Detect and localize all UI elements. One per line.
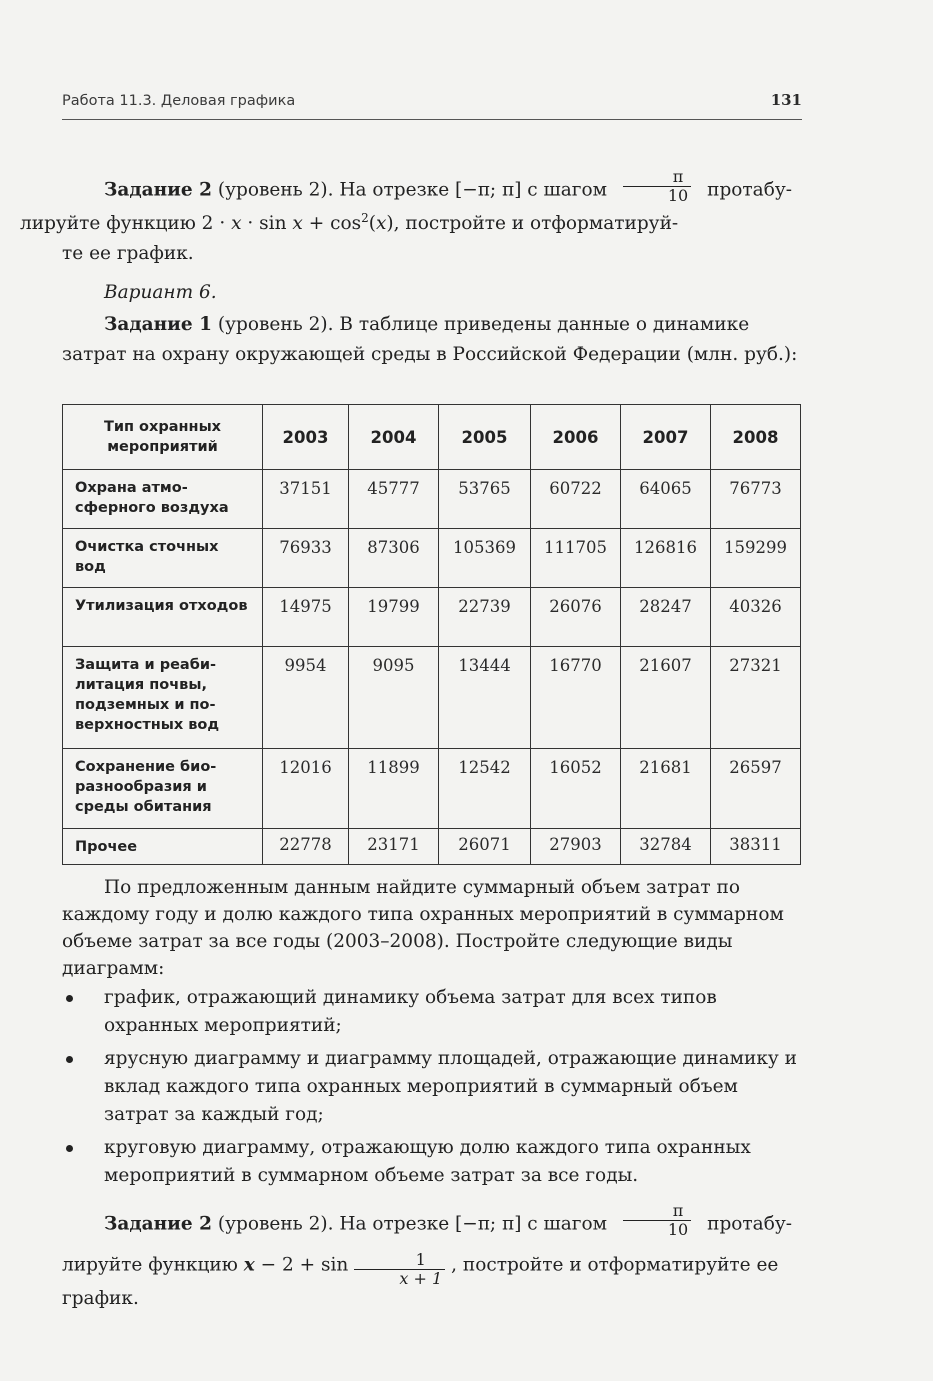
- task2-top-level-text: (уровень 2). На отрезке [−π; π] с шагом: [212, 179, 613, 201]
- value-cell: 53765: [439, 470, 531, 529]
- header-year-cell: 2003: [263, 405, 349, 470]
- table-row: [63, 829, 801, 865]
- value-cell: 13444: [439, 647, 531, 749]
- value-cell: 38311: [711, 829, 801, 865]
- category-cell: Сохранение биоразнообразия и среды обитания: [63, 749, 263, 829]
- superscript: 2: [361, 210, 369, 225]
- math-variable: x: [292, 213, 303, 234]
- value-cell: 45777: [349, 470, 439, 529]
- value-cell: 12016: [263, 749, 349, 829]
- category-cell: Защита и реабилитация почвы, подземных и поверхностных вод: [63, 647, 263, 749]
- math-variable: x: [243, 1254, 255, 1276]
- value-cell: 9095: [349, 647, 439, 749]
- step-fraction: [623, 1202, 691, 1239]
- list-item: [62, 1045, 802, 1129]
- header-year-cell: 2007: [621, 405, 711, 470]
- fraction-numerator: π: [672, 1201, 684, 1220]
- text-run: лируйте функцию 2 ·: [20, 213, 232, 234]
- category-cell: Охрана атмосферного воздуха: [63, 470, 263, 529]
- table-row: [63, 529, 801, 588]
- list-item-text: график, отражающий динамику объема затрат для всех типов охранных мероприятий;: [104, 987, 717, 1036]
- value-cell: 14975: [263, 588, 349, 647]
- value-cell: 12542: [439, 749, 531, 829]
- value-cell: 60722: [531, 470, 621, 529]
- value-cell: 76773: [711, 470, 801, 529]
- header-year-cell: 2006: [531, 405, 621, 470]
- expenses-table: [62, 404, 801, 865]
- value-cell: 21681: [621, 749, 711, 829]
- value-cell: 9954: [263, 647, 349, 749]
- bullet-list: [62, 984, 802, 1195]
- value-cell: 11899: [349, 749, 439, 829]
- category-cell: Утилизация отходов: [63, 588, 263, 647]
- header-year-cell: 2008: [711, 405, 801, 470]
- header-rule: [62, 119, 802, 120]
- task2-top-line2: [20, 209, 678, 239]
- table-row: [63, 470, 801, 529]
- task1-text: (уровень 2). В таблице приведены данные о динамике затрат на охрану окружающей среды в Российской Федерации (млн. руб.):: [62, 314, 798, 365]
- value-cell: 40326: [711, 588, 801, 647]
- bullet-icon: [66, 1056, 73, 1063]
- value-cell: 26076: [531, 588, 621, 647]
- math-variable: x: [231, 213, 242, 234]
- text-run: + cos: [302, 213, 362, 234]
- value-cell: 22739: [439, 588, 531, 647]
- task2-bottom-level-text: (уровень 2). На отрезке [−π; π] с шагом: [212, 1213, 613, 1235]
- text-run: ), постройте и отформатируй-: [386, 213, 679, 234]
- value-cell: 26071: [439, 829, 531, 865]
- value-cell: 23171: [349, 829, 439, 865]
- bullet-icon: [66, 995, 73, 1002]
- fraction-denominator: 10: [623, 186, 691, 205]
- value-cell: 126816: [621, 529, 711, 588]
- list-item-text: круговую диаграмму, отражающую долю каждого типа охранных мероприятий в суммарном объеме затрат за все годы.: [104, 1137, 751, 1186]
- value-cell: 105369: [439, 529, 531, 588]
- math-variable: x: [375, 213, 387, 234]
- variant-heading: Вариант 6.: [104, 282, 217, 303]
- value-cell: 76933: [263, 529, 349, 588]
- task1-label: Задание 1: [104, 314, 212, 335]
- running-title: Работа 11.3. Деловая графика: [62, 93, 296, 109]
- fraction-numerator: 1: [415, 1250, 426, 1269]
- value-cell: 64065: [621, 470, 711, 529]
- task2-bottom-label: Задание 2: [104, 1213, 212, 1235]
- running-header: [62, 93, 802, 115]
- header-type-cell: Тип охранных мероприятий: [63, 405, 263, 470]
- table-row: [63, 749, 801, 829]
- text-run: (: [368, 213, 376, 234]
- table-header-row: [63, 405, 801, 470]
- value-cell: 19799: [349, 588, 439, 647]
- after-table-paragraph: По предложенным данным найдите суммарный объем затрат по каждому году и долю каждого типа охранных мероприятий в суммарном объеме затрат за все годы (2003–2008). Постройте следующие виды диаграмм:: [62, 877, 784, 979]
- text-run: − 2 + sin: [254, 1254, 349, 1276]
- value-cell: 16770: [531, 647, 621, 749]
- fraction-denominator: x + 1: [354, 1269, 445, 1288]
- value-cell: 32784: [621, 829, 711, 865]
- value-cell: 27903: [531, 829, 621, 865]
- page-number: 131: [770, 91, 802, 109]
- value-cell: 37151: [263, 470, 349, 529]
- header-year-cell: 2005: [439, 405, 531, 470]
- task2-top-paragraph: [20, 167, 802, 269]
- step-fraction: [623, 168, 691, 205]
- task2-top-line3: те ее график.: [62, 243, 194, 264]
- header-year-cell: 2004: [349, 405, 439, 470]
- value-cell: 16052: [531, 749, 621, 829]
- function-fraction: [354, 1251, 445, 1288]
- text-run: , постройте и отформатируйте ее: [451, 1254, 779, 1276]
- value-cell: 87306: [349, 529, 439, 588]
- value-cell: 28247: [621, 588, 711, 647]
- fraction-numerator: π: [672, 167, 684, 186]
- category-cell: Очистка сточных вод: [63, 529, 263, 588]
- task1-paragraph: [62, 310, 802, 370]
- value-cell: 26597: [711, 749, 801, 829]
- list-item-text: ярусную диаграмму и диаграмму площадей, отражающие динамику и вклад каждого типа охранных мероприятий в суммарный объем затрат за каждый год;: [104, 1048, 797, 1125]
- value-cell: 21607: [621, 647, 711, 749]
- value-cell: 159299: [711, 529, 801, 588]
- text-run: · sin: [241, 213, 293, 234]
- task2-bottom-line3: график.: [62, 1288, 139, 1309]
- text-run: лируйте функцию: [62, 1254, 244, 1276]
- value-cell: 22778: [263, 829, 349, 865]
- task2-bottom-after-fraction: протабу-: [701, 1213, 792, 1235]
- list-item: [62, 984, 802, 1040]
- bullet-icon: [66, 1145, 73, 1152]
- task2-top-after-fraction: протабу-: [701, 179, 792, 201]
- task2-top-label: Задание 2: [104, 179, 212, 201]
- task2-bottom-paragraph: [62, 1201, 802, 1314]
- table-row: [63, 647, 801, 749]
- task2-bottom-line2: [20, 1247, 779, 1288]
- table-row: [63, 588, 801, 647]
- category-cell: Прочее: [63, 829, 263, 865]
- fraction-denominator: 10: [623, 1220, 691, 1239]
- value-cell: 27321: [711, 647, 801, 749]
- value-cell: 111705: [531, 529, 621, 588]
- list-item: [62, 1134, 802, 1190]
